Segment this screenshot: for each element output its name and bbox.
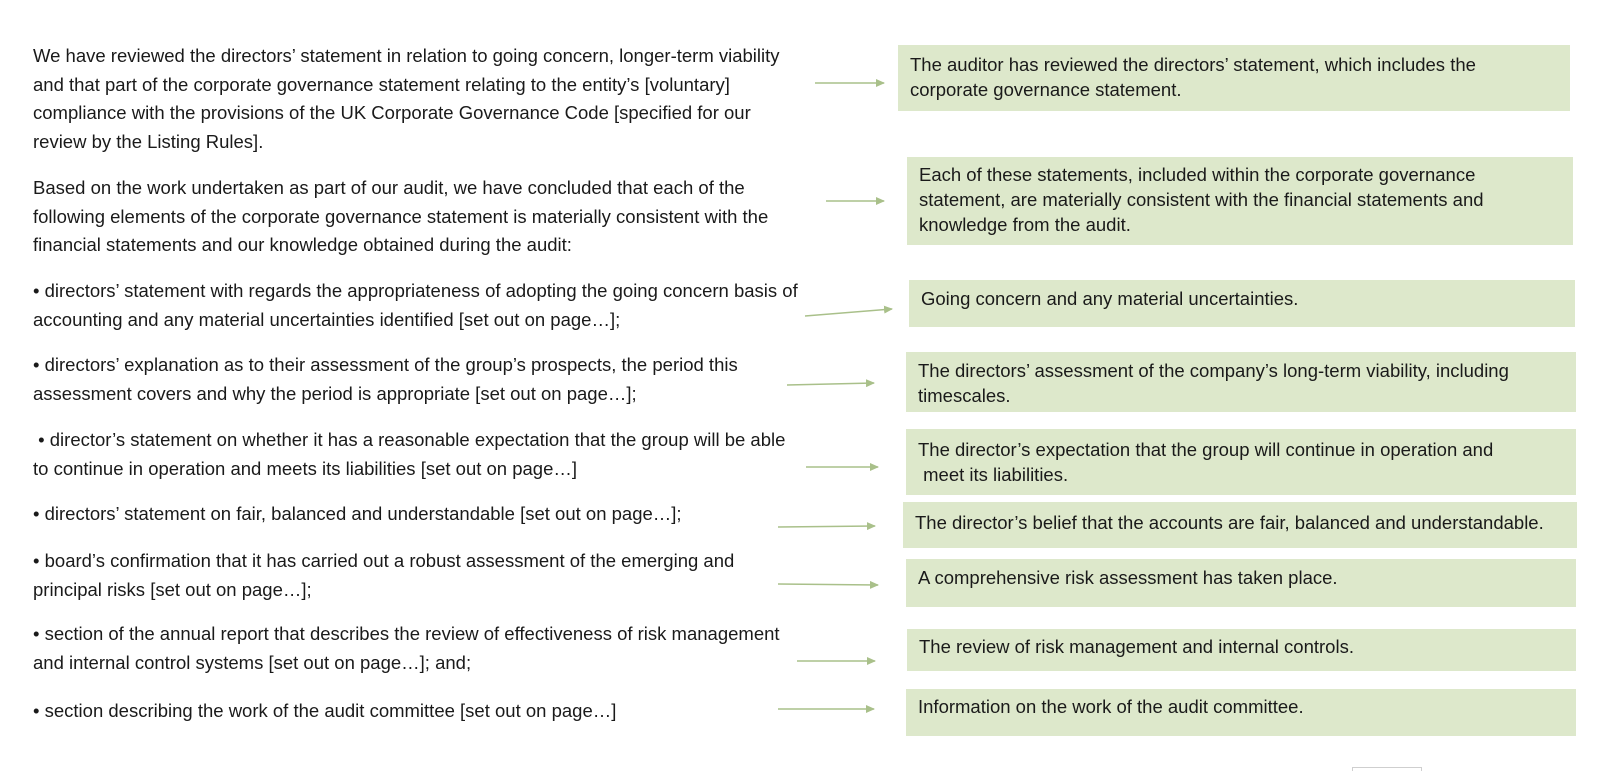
summary-box-viability: [906, 352, 1576, 412]
text-line: and that part of the corporate governance statement relating to the entity’s [voluntary]: [33, 73, 730, 95]
summary-box-going-concern: [909, 280, 1575, 327]
box-text-line: meet its liabilities.: [918, 464, 1069, 485]
text-line: financial statements and our knowledge obtained during the audit:: [33, 234, 572, 255]
box-text-line: The auditor has reviewed the directors’ statement, which includes the: [910, 54, 1476, 75]
text-line: • section of the annual report that describes the review of effectiveness of risk management: [33, 623, 780, 644]
box-text-line: The review of risk management and internal controls.: [919, 636, 1354, 657]
summary-box-fair-balanced: [903, 502, 1577, 548]
box-text-line: knowledge from the audit.: [919, 214, 1131, 235]
text-line: • section describing the work of the audit committee [set out on page…]: [33, 700, 617, 721]
box-text-line: corporate governance statement.: [910, 79, 1182, 100]
summary-box-expectation: [906, 429, 1576, 495]
box-text-line: Going concern and any material uncertainties.: [921, 288, 1299, 309]
arrow-4: [787, 383, 874, 385]
text-line: review by the Listing Rules].: [33, 130, 264, 152]
summary-box-risk-assessment: [906, 559, 1576, 607]
text-line: We have reviewed the directors’ statement in relation to going concern, longer-term viability: [33, 45, 780, 66]
box-text-line: statement, are materially consistent with the financial statements and: [919, 189, 1484, 210]
box-text-line: timescales.: [918, 385, 1011, 406]
text-line: • directors’ explanation as to their assessment of the group’s prospects, the period this: [33, 354, 738, 375]
page-corner-tab: [1352, 767, 1422, 771]
text-line: principal risks [set out on page…];: [33, 578, 312, 600]
text-line: following elements of the corporate governance statement is materially consistent with the: [33, 205, 769, 227]
text-line: Based on the work undertaken as part of our audit, we have concluded that each of the: [33, 177, 745, 198]
text-line: to continue in operation and meets its liabilities [set out on page…]: [33, 457, 578, 479]
summary-box-risk-controls: [907, 629, 1576, 671]
text-line: • board’s confirmation that it has carried out a robust assessment of the emerging and: [33, 550, 735, 571]
box-text-line: A comprehensive risk assessment has taken place.: [918, 567, 1338, 588]
summary-box-consistency: [907, 157, 1573, 245]
arrow-6: [778, 526, 875, 527]
summary-box-auditor-review: [898, 45, 1570, 111]
text-line: compliance with the provisions of the UK Corporate Governance Code [specified for our: [33, 102, 751, 123]
box-text-line: Information on the work of the audit committee.: [918, 696, 1304, 717]
text-line: accounting and any material uncertainties identified [set out on page…];: [33, 308, 621, 330]
box-text-line: The directors’ assessment of the company’s long-term viability, including: [918, 360, 1509, 381]
box-text-line: The director’s belief that the accounts are fair, balanced and understandable.: [915, 512, 1544, 533]
summary-box-audit-committee: [906, 689, 1576, 736]
text-line: and internal control systems [set out on page…]; and;: [33, 651, 472, 673]
text-line: • directors’ statement with regards the appropriateness of adopting the going concern basis of: [33, 280, 798, 301]
arrow-3: [805, 309, 892, 316]
text-line: • directors’ statement on fair, balanced and understandable [set out on page…];: [33, 503, 682, 524]
text-line: • director’s statement on whether it has a reasonable expectation that the group will be able: [33, 429, 786, 450]
box-text-line: Each of these statements, included within the corporate governance: [919, 164, 1476, 185]
text-line: assessment covers and why the period is appropriate [set out on page…];: [33, 382, 637, 404]
arrow-7: [778, 584, 878, 585]
box-text-line: The director’s expectation that the group will continue in operation and: [918, 439, 1494, 460]
